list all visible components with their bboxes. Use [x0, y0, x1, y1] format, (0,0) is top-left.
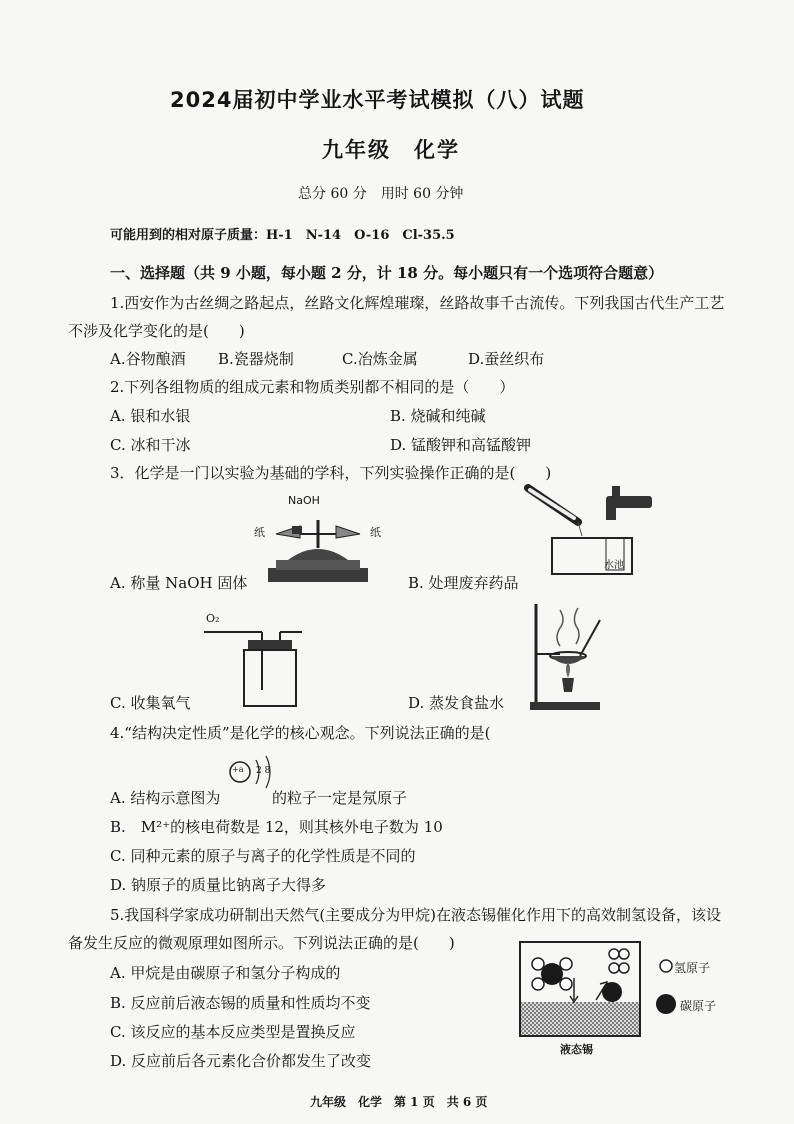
q5-option-d: D. 反应前后各元素化合价都发生了改变	[110, 1052, 372, 1070]
section-heading: 一、选择题（共 9 小题，每小题 2 分，计 18 分。每小题只有一个选项符合题意）	[110, 264, 664, 282]
q3-stem: 3．化学是一门以实验为基础的学科，下列实验操作正确的是( )	[110, 464, 552, 482]
atom-shell-label: 2 8	[256, 766, 271, 776]
q1-stem-line1: 1.西安作为古丝绸之路起点，丝路文化辉煌璀璨，丝路故事千古流传。下列我国古代生产工艺	[110, 294, 725, 312]
q1-option-a: A.谷物酿酒	[110, 350, 186, 368]
fig-b-sink-label: 水池	[604, 560, 624, 571]
liquid-tin-label: 液态锡	[560, 1043, 593, 1056]
q2-option-d: D. 锰酸钾和高锰酸钾	[390, 436, 532, 454]
q4-option-d: D. 钠原子的质量比钠离子大得多	[110, 876, 327, 894]
q2-option-c: C. 冰和干冰	[110, 436, 191, 454]
q5-option-a: A. 甲烷是由碳原子和氢分子构成的	[110, 964, 341, 982]
q3-option-d: D. 蒸发食盐水	[408, 694, 505, 712]
fig-a-paper-right: 纸	[370, 526, 381, 539]
reaction-figure	[518, 940, 754, 1040]
evaporation-figure	[520, 598, 620, 712]
legend-carbon: 碳原子	[680, 999, 717, 1013]
q5-stem-line1: 5.我国科学家成功研制出天然气(主要成分为甲烷)在液态锡催化作用下的高效制氢设备，该设	[110, 906, 722, 924]
q2-option-a: A. 银和水银	[110, 407, 191, 425]
q1-option-b: B.瓷器烧制	[218, 350, 294, 368]
q3-option-c: C. 收集氧气	[110, 694, 191, 712]
fig-a-paper-left: 纸	[254, 526, 265, 539]
q2-option-b: B. 烧碱和纯碱	[390, 407, 486, 425]
q5-option-c: C. 该反应的基本反应类型是置换反应	[110, 1023, 356, 1041]
q1-option-d: D.蚕丝织布	[468, 350, 545, 368]
q3-option-b: B. 处理废弃药品	[408, 574, 519, 592]
q5-stem-line2: 备发生反应的微观原理如图所示。下列说法正确的是( )	[68, 934, 455, 952]
q3-option-a: A. 称量 NaOH 固体	[110, 574, 248, 592]
q4-option-a-suffix: 的粒子一定是氖原子	[272, 789, 408, 807]
sink-figure	[520, 480, 660, 580]
atomic-mass-info: 可能用到的相对原子质量：H-1 N-14 O-16 Cl-35.5	[110, 228, 455, 243]
exam-title: 2024届初中学业水平考试模拟（八）试题	[170, 88, 585, 112]
q4-option-b: B. M²⁺的核电荷数是 12，则其核外电子数为 10	[110, 818, 443, 836]
page-footer: 九年级 化学 第 1 页 共 6 页	[310, 1095, 488, 1109]
q2-stem: 2.下列各组物质的组成元素和物质类别都不相同的是（ ）	[110, 378, 515, 396]
q4-option-a-prefix: A. 结构示意图为	[110, 789, 221, 807]
q1-option-c: C.冶炼金属	[342, 350, 418, 368]
exam-subtitle: 九年级 化学	[322, 138, 460, 162]
fig-c-o2-label: O₂	[206, 612, 220, 625]
q4-option-c: C. 同种元素的原子与离子的化学性质是不同的	[110, 847, 416, 865]
q1-stem-line2: 不涉及化学变化的是( )	[68, 322, 245, 340]
atom-nucleus-label: +a	[232, 765, 244, 774]
score-info: 总分 60 分 用时 60 分钟	[298, 186, 464, 202]
balance-figure	[248, 498, 388, 590]
gas-bottle-figure	[200, 610, 310, 710]
q4-stem: 4.“结构决定性质”是化学的核心观念。下列说法正确的是(	[110, 724, 491, 742]
q5-option-b: B. 反应前后液态锡的质量和性质均不变	[110, 994, 371, 1012]
legend-hydrogen: 氢原子	[674, 961, 711, 975]
fig-a-naoh-label: NaOH	[288, 494, 320, 507]
